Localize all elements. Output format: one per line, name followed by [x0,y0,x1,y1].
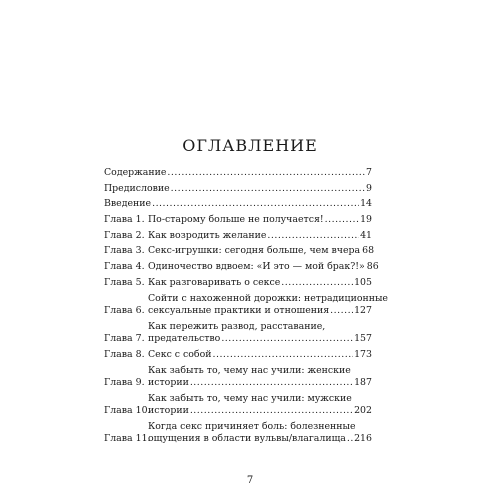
toc-chapter-label: Глава 9. [104,377,145,389]
toc-entry-title: Одиночество вдвоем: «И это — мой брак?!» [148,261,365,273]
toc-page-number: 105 [354,276,372,288]
toc-entry [104,277,372,290]
toc-entry-title: По-старому больше не получается! [148,214,324,226]
toc-entry-title: Содержание [104,167,167,178]
toc-leader-dots [267,230,359,243]
toc-entry [104,421,372,446]
toc-leader-dots [325,214,359,227]
toc-page-number: 216 [354,433,372,445]
toc-chapter-label: Глава 7. [104,333,145,345]
toc-entry [104,365,372,390]
toc-leader-dots [167,167,365,180]
toc-leader-dots [221,333,353,346]
toc-chapter-label: Глава 11. [104,433,151,445]
toc-page-number: 7 [366,167,372,178]
toc-page-number: 157 [354,333,372,345]
toc-entry-title: Секс-игрушки: сегодня больше, чем вчера [148,245,361,257]
toc-leader-dots [152,198,359,211]
toc-leader-dots [212,349,353,362]
toc-entry-title: Когда секс причиняет боль: болезненные [148,420,356,432]
toc-entry [104,167,372,180]
toc-entry [104,393,372,418]
toc-entry [104,321,372,346]
toc-chapter-label: Глава 5. [104,276,145,288]
toc-chapter-label: Глава 8. [104,348,145,360]
toc-entry [104,230,372,243]
toc-entry-title: предательство [148,333,221,345]
toc-entry-title: Как возродить желание [148,229,267,241]
toc-entry [104,183,372,196]
toc-entry [104,245,375,258]
toc-page-number: 202 [354,405,372,417]
toc-leader-dots [190,377,353,390]
toc-leader-dots [171,183,365,196]
toc-leader-dots [190,405,353,418]
toc-page-number: 127 [354,305,372,316]
toc-chapter-label: Глава 4. [104,261,145,273]
toc-entry-title: Секс с собой [148,348,212,360]
page-number: 7 [246,475,254,486]
table-of-contents [104,167,388,449]
toc-entry-title: истории [148,405,189,417]
toc-entry-title: Введение [104,198,152,210]
toc-entry-title: Предисловие [104,182,170,194]
toc-page-number: 68 [362,245,375,257]
toc-entry-title: истории [148,377,189,389]
toc-entry-title: ощущения в области вульвы/влагалища [148,433,346,445]
toc-page-number: 173 [354,348,372,360]
toc-leader-dots [347,433,353,446]
toc-chapter-label: Глава 6. [104,305,145,316]
toc-chapter-label: Глава 10. [104,405,151,417]
toc-leader-dots [330,305,353,318]
toc-entry [104,214,372,227]
toc-entry-title: Как забыть то, чему нас учили: женские [148,364,351,376]
toc-leader-dots [281,277,353,290]
toc-entry [104,349,372,362]
toc-entry-title: Как забыть то, чему нас учили: мужские [148,392,352,404]
toc-entry-title: сексуальные практики и отношения [148,305,330,316]
toc-entry [104,292,388,318]
toc-page-number: 41 [360,229,372,241]
toc-page-number: 14 [360,198,372,210]
toc-heading: ОГЛАВЛЕНИЕ [182,136,318,155]
toc-chapter-label: Глава 2. [104,229,145,241]
toc-entry [104,261,379,274]
toc-entry-title: Сойти с нахоженной дорожки: нетрадиционные [148,292,388,304]
toc-page-number: 187 [354,377,372,389]
toc-entry-title: Как разговаривать о сексе [148,276,281,288]
toc-page-number: 19 [360,214,372,226]
toc-entry [104,198,372,211]
toc-entry-title: Как пережить развод, расставание, [148,320,326,332]
toc-chapter-label: Глава 1. [104,214,145,226]
toc-page-number: 9 [366,182,372,194]
toc-page-number: 86 [366,261,379,273]
toc-chapter-label: Глава 3. [104,245,145,257]
